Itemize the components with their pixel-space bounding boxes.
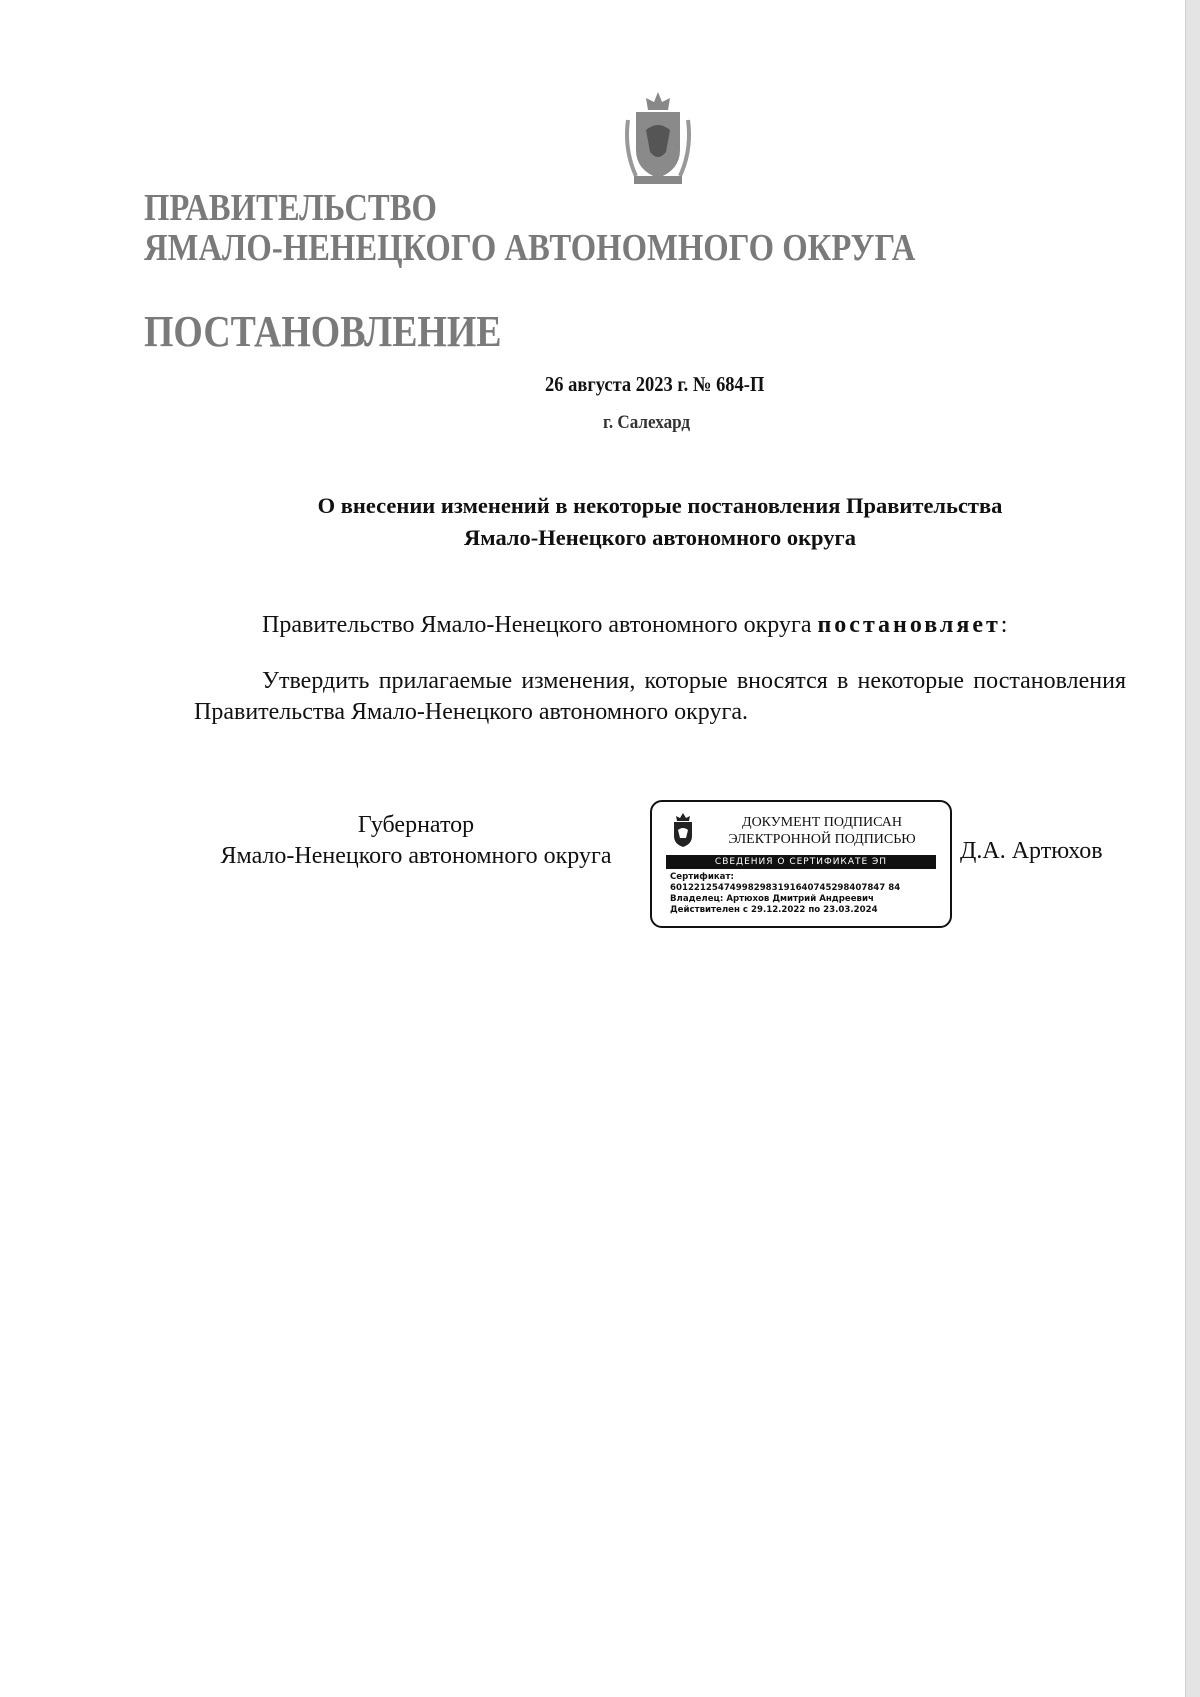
document-type: ПОСТАНОВЛЕНИЕ	[144, 307, 502, 356]
stamp-certificate-bar: СВЕДЕНИЯ О СЕРТИФИКАТЕ ЭП	[666, 855, 936, 869]
preamble-colon: :	[1000, 612, 1008, 638]
stamp-certificate-info	[670, 872, 900, 916]
certificate-validity: Действителен с 29.12.2022 по 23.03.2024	[670, 905, 878, 915]
signatory-position	[190, 810, 642, 872]
paragraph-resolution: Утвердить прилагаемые изменения, которые вносятся в некоторые постановления Правительства Ямало-Ненецкого автономного округа.	[194, 668, 1126, 725]
stamp-title	[702, 814, 942, 848]
stamp-emblem-icon	[668, 812, 698, 850]
position-line1: Губернатор	[357, 812, 475, 838]
stamp-title-line2: ЭЛЕКТРОННОЙ ПОДПИСЬЮ	[728, 832, 916, 847]
page-edge-scrollbar[interactable]	[1185, 0, 1200, 1697]
electronic-signature-stamp	[650, 800, 952, 928]
document-title	[200, 490, 1120, 554]
organization-name-line1: ПРАВИТЕЛЬСТВО	[144, 187, 437, 229]
document-city: г. Салехард	[603, 412, 691, 433]
title-line1: О внесении изменений в некоторые постановления Правительства	[317, 493, 1003, 518]
paragraph-preamble	[262, 610, 1007, 641]
title-line2: Ямало-Ненецкого автономного округа	[464, 525, 856, 550]
organization-name-line2: ЯМАЛО-НЕНЕЦКОГО АВТОНОМНОГО ОКРУГА	[144, 227, 916, 269]
preamble-text: Правительство Ямало-Ненецкого автономного округа	[262, 612, 818, 638]
position-line2: Ямало-Ненецкого автономного округа	[220, 843, 612, 869]
certificate-owner: Владелец: Артюхов Дмитрий Андреевич	[670, 894, 874, 904]
certificate-label: Сертификат:	[670, 872, 734, 882]
stamp-title-line1: ДОКУМЕНТ ПОДПИСАН	[742, 815, 902, 830]
signer-name: Д.А. Артюхов	[960, 838, 1103, 864]
certificate-number: 601221254749982983191640745298407847 84	[670, 883, 901, 893]
coat-of-arms-emblem	[622, 90, 694, 188]
document-date-number: 26 августа 2023 г. № 684-П	[545, 372, 765, 396]
preamble-resolves: постановляет	[817, 612, 1001, 638]
